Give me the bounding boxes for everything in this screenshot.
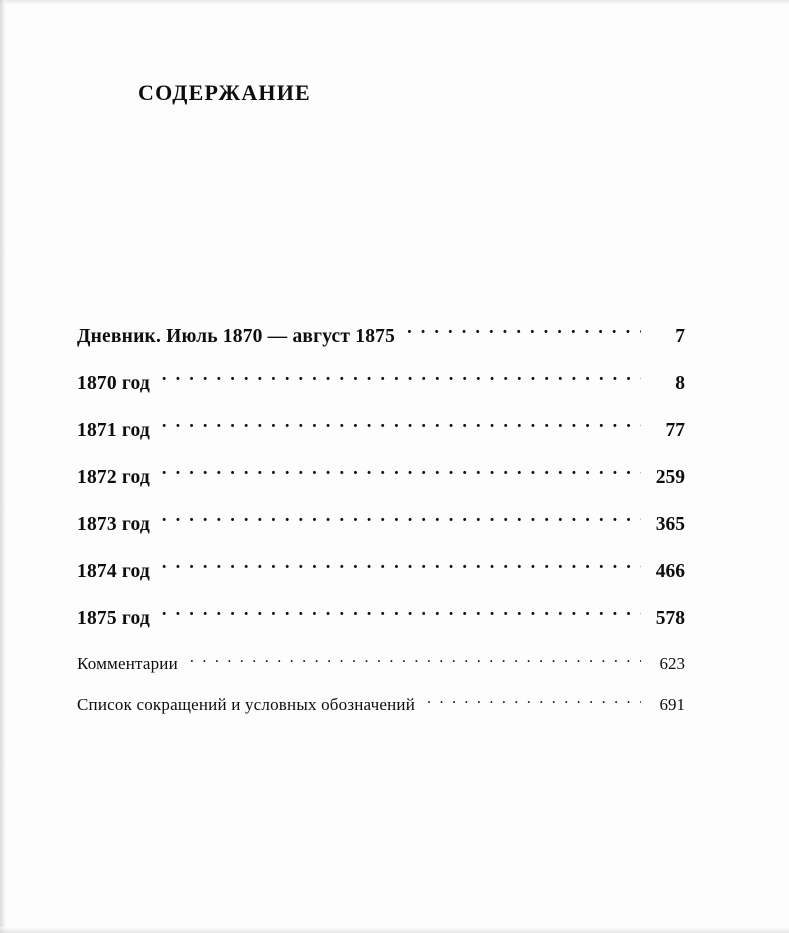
page-edge-shadow-bottom <box>0 927 789 933</box>
toc-entry-label: 1875 год <box>77 607 150 629</box>
toc-leader-dots <box>162 557 641 577</box>
toc-entry-label: 1871 год <box>77 419 150 441</box>
table-of-contents <box>77 322 685 734</box>
toc-back-matter-section <box>77 652 685 715</box>
toc-leader-dots <box>162 416 641 436</box>
toc-main-section <box>77 322 685 630</box>
toc-entry <box>77 416 685 442</box>
toc-entry-label: 1872 год <box>77 466 150 488</box>
toc-leader-dots <box>162 604 641 624</box>
page-edge-shadow-top <box>0 0 789 5</box>
toc-entry-page: 8 <box>675 372 685 394</box>
toc-entry-label: 1874 год <box>77 560 150 582</box>
toc-entry-page: 259 <box>655 466 685 488</box>
toc-entry-page: 466 <box>655 560 685 582</box>
page-title: СОДЕРЖАНИЕ <box>138 80 311 105</box>
toc-leader-dots <box>162 369 641 389</box>
toc-entry <box>77 322 685 348</box>
toc-entry <box>77 369 685 395</box>
toc-entry-label: 1873 год <box>77 513 150 535</box>
toc-entry-label: Комментарии <box>77 653 178 673</box>
toc-entry <box>77 693 685 715</box>
toc-entry-page: 578 <box>655 607 685 629</box>
toc-entry <box>77 557 685 583</box>
toc-entry <box>77 510 685 536</box>
page-edge-shadow-left <box>0 0 6 933</box>
toc-leader-dots <box>162 463 641 483</box>
toc-entry-page: 623 <box>659 653 685 673</box>
toc-entry <box>77 652 685 674</box>
toc-leader-dots <box>407 322 641 342</box>
toc-entry <box>77 604 685 630</box>
toc-entry <box>77 463 685 489</box>
toc-entry-label: 1870 год <box>77 372 150 394</box>
toc-entry-page: 365 <box>655 513 685 535</box>
toc-entry-label: Дневник. Июль 1870 — август 1875 <box>77 325 396 347</box>
toc-leader-dots <box>427 693 641 710</box>
toc-entry-page: 77 <box>665 419 685 441</box>
toc-entry-page: 691 <box>659 694 685 714</box>
toc-leader-dots <box>162 510 641 530</box>
toc-entry-label: Список сокращений и условных обозначений <box>77 694 416 714</box>
toc-entry-page: 7 <box>675 325 685 347</box>
toc-leader-dots <box>190 652 641 669</box>
